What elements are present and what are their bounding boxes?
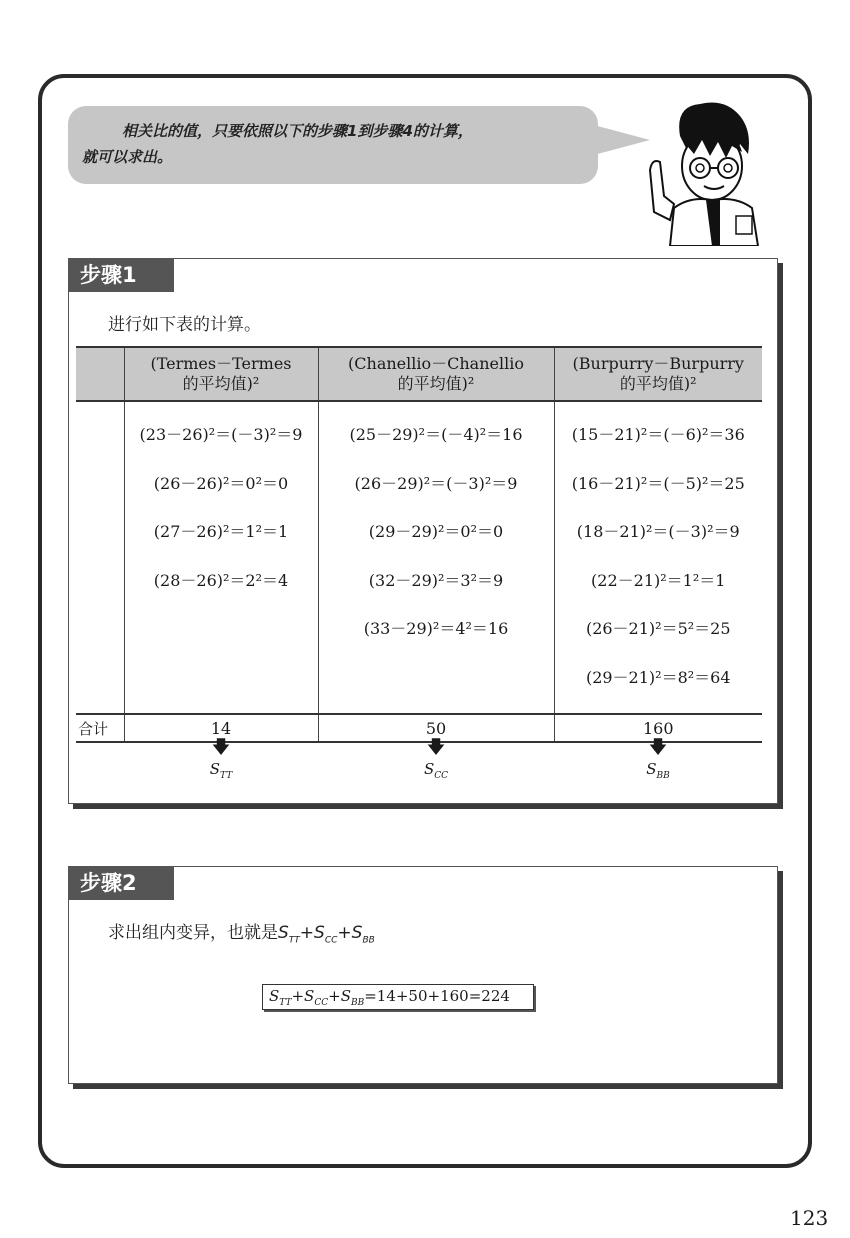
down-arrow-icon: 🡇 — [211, 737, 231, 758]
formula-box: $S_{TT}+S_{CC}+S_{BB}=14+50+160=224$ — [262, 984, 534, 1010]
calculation-table — [76, 346, 762, 743]
step1-label: 步骤1 — [68, 258, 174, 292]
header-blank — [76, 347, 124, 401]
down-arrow-icon: 🡇 — [426, 737, 446, 758]
calc-line: (15－21)²＝(－6)²＝36 — [571, 425, 745, 444]
total-burpurry: 160 — [554, 714, 762, 742]
total-label: 合计 — [76, 714, 124, 742]
header-termes: (Termes－Termes 的平均值)² — [124, 347, 318, 401]
page-number: 123 — [790, 1206, 829, 1230]
total-chanellio: 50 — [318, 714, 554, 742]
step1-intro: 进行如下表的计算。 — [108, 315, 261, 335]
calc-line: (28－26)²＝2²＝4 — [153, 570, 289, 590]
speech-line-1: 相关比的值，只要依照以下的步骤1到步骤4的计算， — [122, 122, 473, 140]
total-arrows — [76, 738, 762, 788]
calc-line: (22－21)²＝1²＝1 — [591, 570, 726, 590]
calc-line: (18－21)²＝(－3)²＝9 — [576, 522, 740, 541]
calc-line: (25－29)²＝(－4)²＝16 — [349, 425, 523, 444]
table-header-row — [76, 347, 762, 401]
arrow-stt: 🡇 $S_{TT}$ — [124, 738, 318, 787]
step2-label: 步骤2 — [68, 866, 174, 900]
calc-line: (32－29)²＝3²＝9 — [368, 570, 504, 590]
down-arrow-icon: 🡇 — [648, 737, 668, 758]
termes-calculations — [124, 401, 318, 714]
calc-line: (27－26)²＝1²＝1 — [153, 522, 289, 541]
character-illustration — [640, 96, 770, 246]
calc-line: (16－21)²＝(－5)²＝25 — [571, 473, 745, 493]
chanellio-calculations — [318, 401, 554, 714]
header-burpurry: (Burpurry－Burpurry 的平均值)² — [554, 347, 762, 401]
calc-line: (26－21)²＝5²＝25 — [585, 619, 731, 638]
burpurry-calculations — [554, 401, 762, 714]
total-termes: 14 — [124, 714, 318, 742]
calc-line: (23－26)²＝(－3)²＝9 — [139, 425, 303, 444]
speech-line-2: 就可以求出。 — [82, 148, 173, 166]
table-row — [76, 401, 762, 714]
calc-line: (29－29)²＝0²＝0 — [368, 522, 504, 541]
step2-intro: 求出组内变异，也就是$S_{TT}+S_{CC}+S_{BB}$ — [108, 923, 375, 946]
header-chanellio: (Chanellio－Chanellio 的平均值)² — [318, 347, 554, 401]
arrow-sbb: 🡇 $S_{BB}$ — [554, 738, 762, 787]
arrow-scc: 🡇 $S_{CC}$ — [318, 738, 554, 787]
calc-line: (26－29)²＝(－3)²＝9 — [354, 473, 518, 493]
calc-line: (33－29)²＝4²＝16 — [363, 619, 509, 638]
calc-line: (29－21)²＝8²＝64 — [585, 667, 731, 687]
speech-bubble-text — [82, 118, 582, 170]
step2-panel — [68, 866, 778, 1084]
calc-line: (26－26)²＝0²＝0 — [153, 473, 289, 493]
